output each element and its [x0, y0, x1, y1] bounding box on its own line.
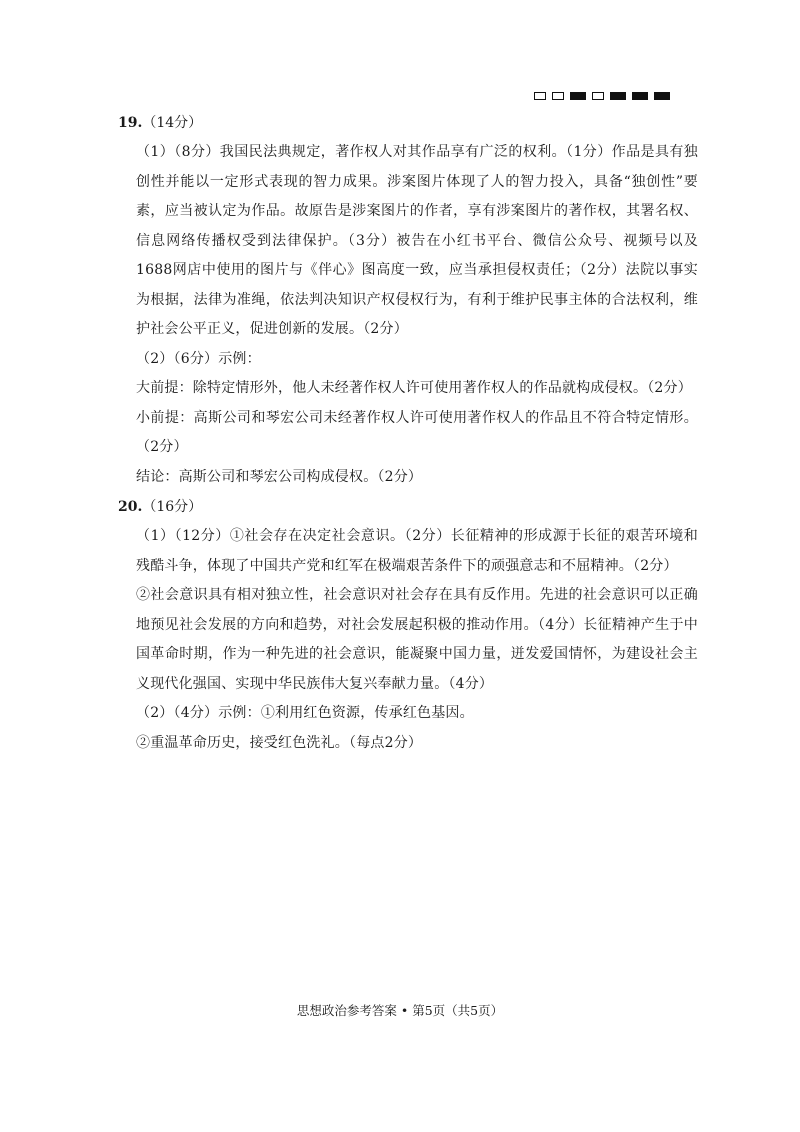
page-footer: 思想政治参考答案 • 第5页（共5页）: [296, 1003, 504, 1018]
answer-paragraph: ②社会意识具有相对独立性，社会意识对社会存在具有反作用。先进的社会意识可以正确地预见社会发展的方向和趋势，对社会发展起积极的推动作用。（4分）长征精神产生于中国革命时期，作为一种先进的社会意识，能凝聚中国力量，迸发爱国情怀，为建设社会主义现代化强国、实现中华民族伟大复兴奉献力量。（4分）: [136, 587, 698, 692]
marker-box-empty: [592, 92, 604, 100]
question-heading: [118, 112, 698, 134]
answer-paragraph: （1）（8分）我国民法典规定，著作权人对其作品享有广泛的权利。（1分）作品是具有独创性并能以一定形式表现的智力成果。涉案图片体现了人的智力投入，具备“独创性”要素，应当被认定为作品。故原告是涉案图片的作者，享有涉案图片的著作权，其署名权、信息网络传播权受到法律保护。（3分）被告在小红书平台、微信公众号、视频号以及1688网店中使用的图片与《伴心》图高度一致，应当承担侵权责任；（2分）法院以事实为根据，法律为准绳，依法判决知识产权侵权行为，有利于维护民事主体的合法权利，维护社会公平正义，促进创新的发展。（2分）: [136, 144, 698, 337]
marker-box-filled: [570, 92, 586, 100]
answer-paragraph: （1）（12分）①社会存在决定社会意识。（2分）长征精神的形成源于长征的艰苦环境和残酷斗争，体现了中国共产党和红军在极端艰苦条件下的顽强意志和不屈精神。（2分）: [136, 528, 698, 574]
question-20: [118, 496, 698, 758]
marker-box-filled: [610, 92, 626, 100]
answer-paragraph: （2）（4分）示例：①利用红色资源，传承红色基因。: [136, 705, 474, 721]
answer-content: [118, 112, 698, 758]
question-number: 19.: [118, 115, 143, 131]
question-points: （16分）: [142, 499, 203, 515]
question-points: （14分）: [142, 115, 203, 131]
question-number: 20.: [118, 499, 143, 515]
page-marker-boxes: [534, 92, 670, 100]
marker-box-filled: [654, 92, 670, 100]
marker-box-filled: [632, 92, 648, 100]
answer-paragraph: 结论：高斯公司和琴宏公司构成侵权。（2分）: [136, 468, 423, 485]
marker-box-empty: [534, 92, 546, 100]
marker-box-empty: [552, 92, 564, 100]
answer-paragraph: ②重温革命历史，接受红色洗礼。（每点2分）: [136, 734, 423, 751]
answer-paragraph: 大前提：除特定情形外，他人未经著作权人许可使用著作权人的作品就构成侵权。（2分）: [136, 380, 692, 396]
question-heading: [118, 496, 698, 518]
answer-paragraph: （2）（6分）示例：: [136, 350, 261, 367]
answer-paragraph: 小前提：高斯公司和琴宏公司未经著作权人许可使用著作权人的作品且不符合特定情形。（2分）: [136, 409, 698, 455]
question-19: [118, 112, 698, 492]
